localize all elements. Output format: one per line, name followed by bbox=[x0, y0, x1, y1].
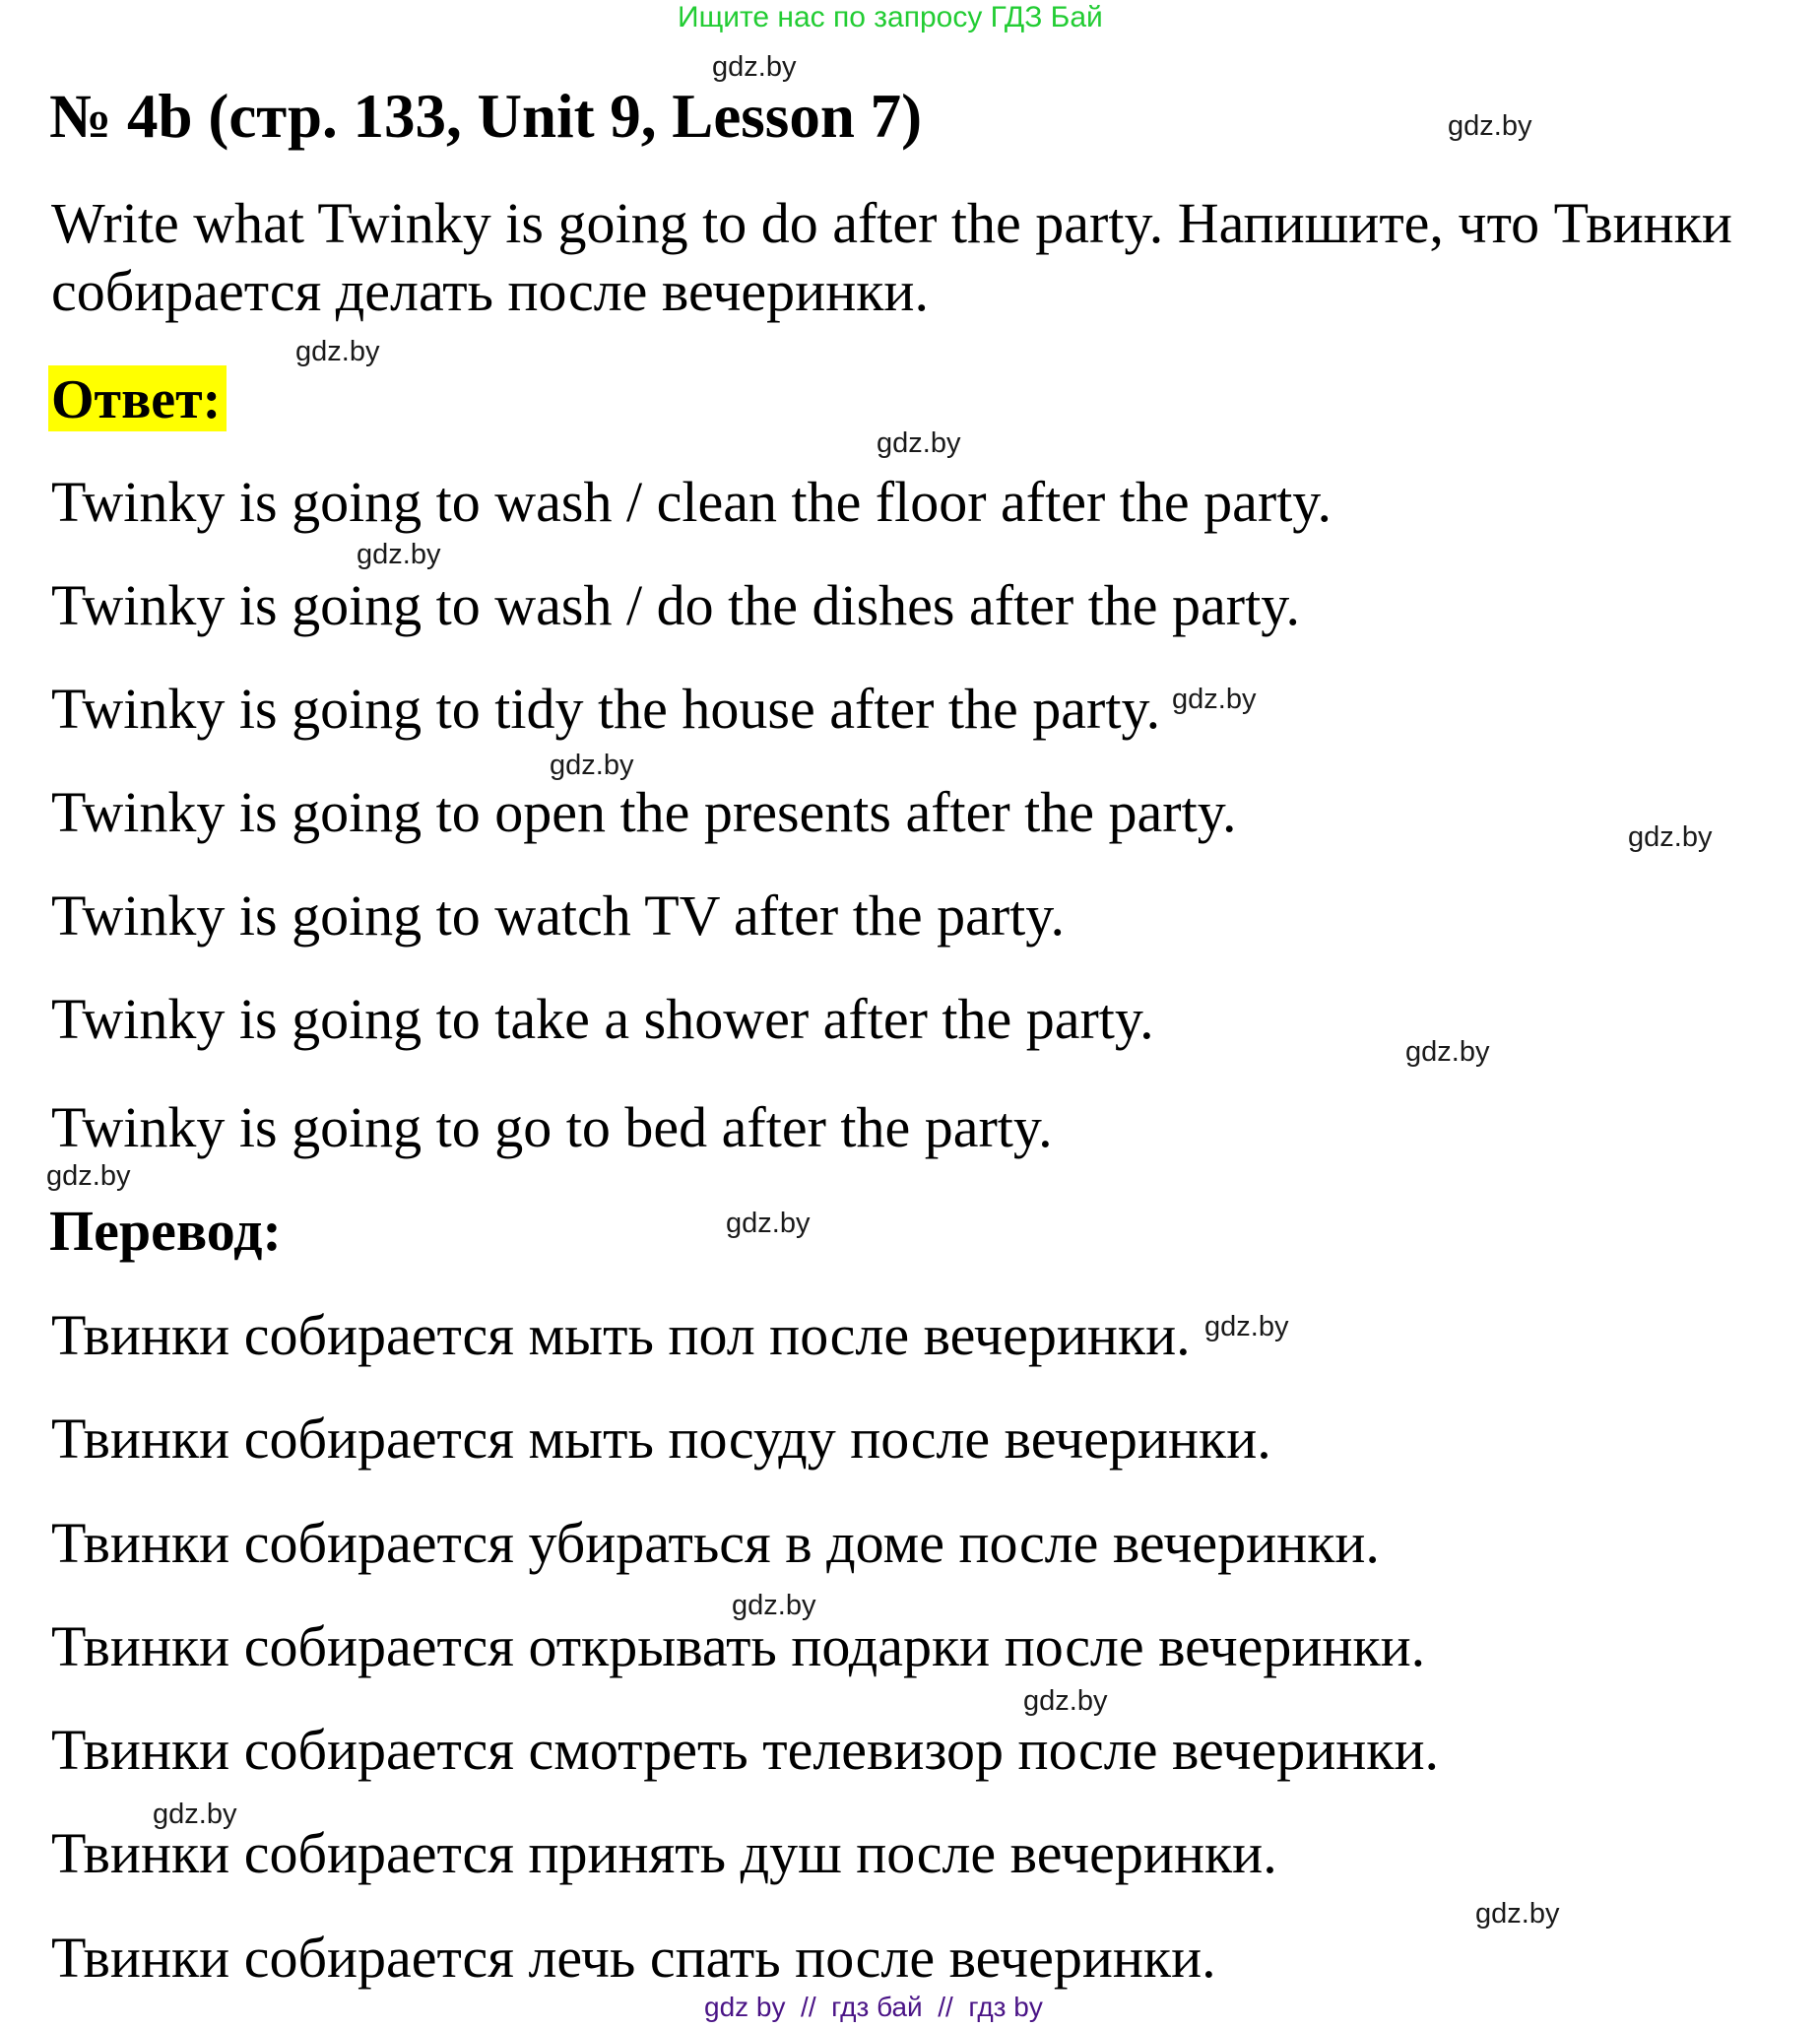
watermark: gdz.by bbox=[550, 750, 634, 781]
promo-banner: Ищите нас по запросу ГДЗ Бай bbox=[678, 1, 1103, 33]
translation-line: Твинки собирается принять душ после вечеринки. bbox=[51, 1821, 1277, 1885]
translation-line: Твинки собирается смотреть телевизор после вечеринки. bbox=[51, 1718, 1439, 1782]
page-title: № 4b (стр. 133, Unit 9, Lesson 7) bbox=[49, 82, 923, 151]
watermark: gdz.by bbox=[1023, 1685, 1108, 1717]
footer-links: gdz by // гдз бай // гдз by bbox=[704, 1992, 1043, 2022]
answer-label: Ответ: bbox=[51, 369, 222, 430]
translation-line: Твинки собирается убираться в доме после вечеринки. bbox=[51, 1511, 1380, 1575]
watermark: gdz.by bbox=[726, 1208, 811, 1239]
watermark: gdz.by bbox=[1628, 821, 1713, 853]
answer-line: Twinky is going to wash / do the dishes after the party. bbox=[51, 573, 1300, 637]
translation-label: Перевод: bbox=[49, 1199, 282, 1263]
answer-line: Twinky is going to go to bed after the party. bbox=[51, 1095, 1053, 1159]
watermark: gdz.by bbox=[153, 1799, 237, 1830]
instruction-line: Write what Twinky is going to do after the party. Напишите, что Твинки bbox=[51, 191, 1732, 255]
watermark: gdz.by bbox=[1405, 1036, 1490, 1068]
watermark: gdz.by bbox=[712, 51, 797, 83]
watermark: gdz.by bbox=[732, 1590, 816, 1621]
answer-line: Twinky is going to take a shower after the party. bbox=[51, 987, 1154, 1051]
watermark: gdz.by bbox=[1204, 1311, 1289, 1342]
translation-line: Твинки собирается мыть пол после вечеринки. bbox=[51, 1303, 1191, 1367]
instruction-line: собирается делать после вечеринки. bbox=[51, 259, 929, 323]
answer-line: Twinky is going to watch TV after the party. bbox=[51, 884, 1065, 948]
watermark: gdz.by bbox=[357, 539, 441, 570]
answer-line: Twinky is going to open the presents after the party. bbox=[51, 780, 1237, 844]
watermark: gdz.by bbox=[1172, 684, 1257, 715]
watermark: gdz.by bbox=[1448, 110, 1532, 142]
translation-line: Твинки собирается лечь спать после вечеринки. bbox=[51, 1926, 1216, 1990]
answer-line: Twinky is going to tidy the house after the party. bbox=[51, 677, 1161, 741]
watermark: gdz.by bbox=[1475, 1898, 1560, 1930]
watermark: gdz.by bbox=[46, 1160, 131, 1192]
answer-line: Twinky is going to wash / clean the floor after the party. bbox=[51, 470, 1332, 534]
translation-line: Твинки собирается открывать подарки после вечеринки. bbox=[51, 1614, 1426, 1678]
watermark: gdz.by bbox=[295, 336, 380, 367]
watermark: gdz.by bbox=[877, 427, 961, 459]
translation-line: Твинки собирается мыть посуду после вечеринки. bbox=[51, 1407, 1271, 1471]
